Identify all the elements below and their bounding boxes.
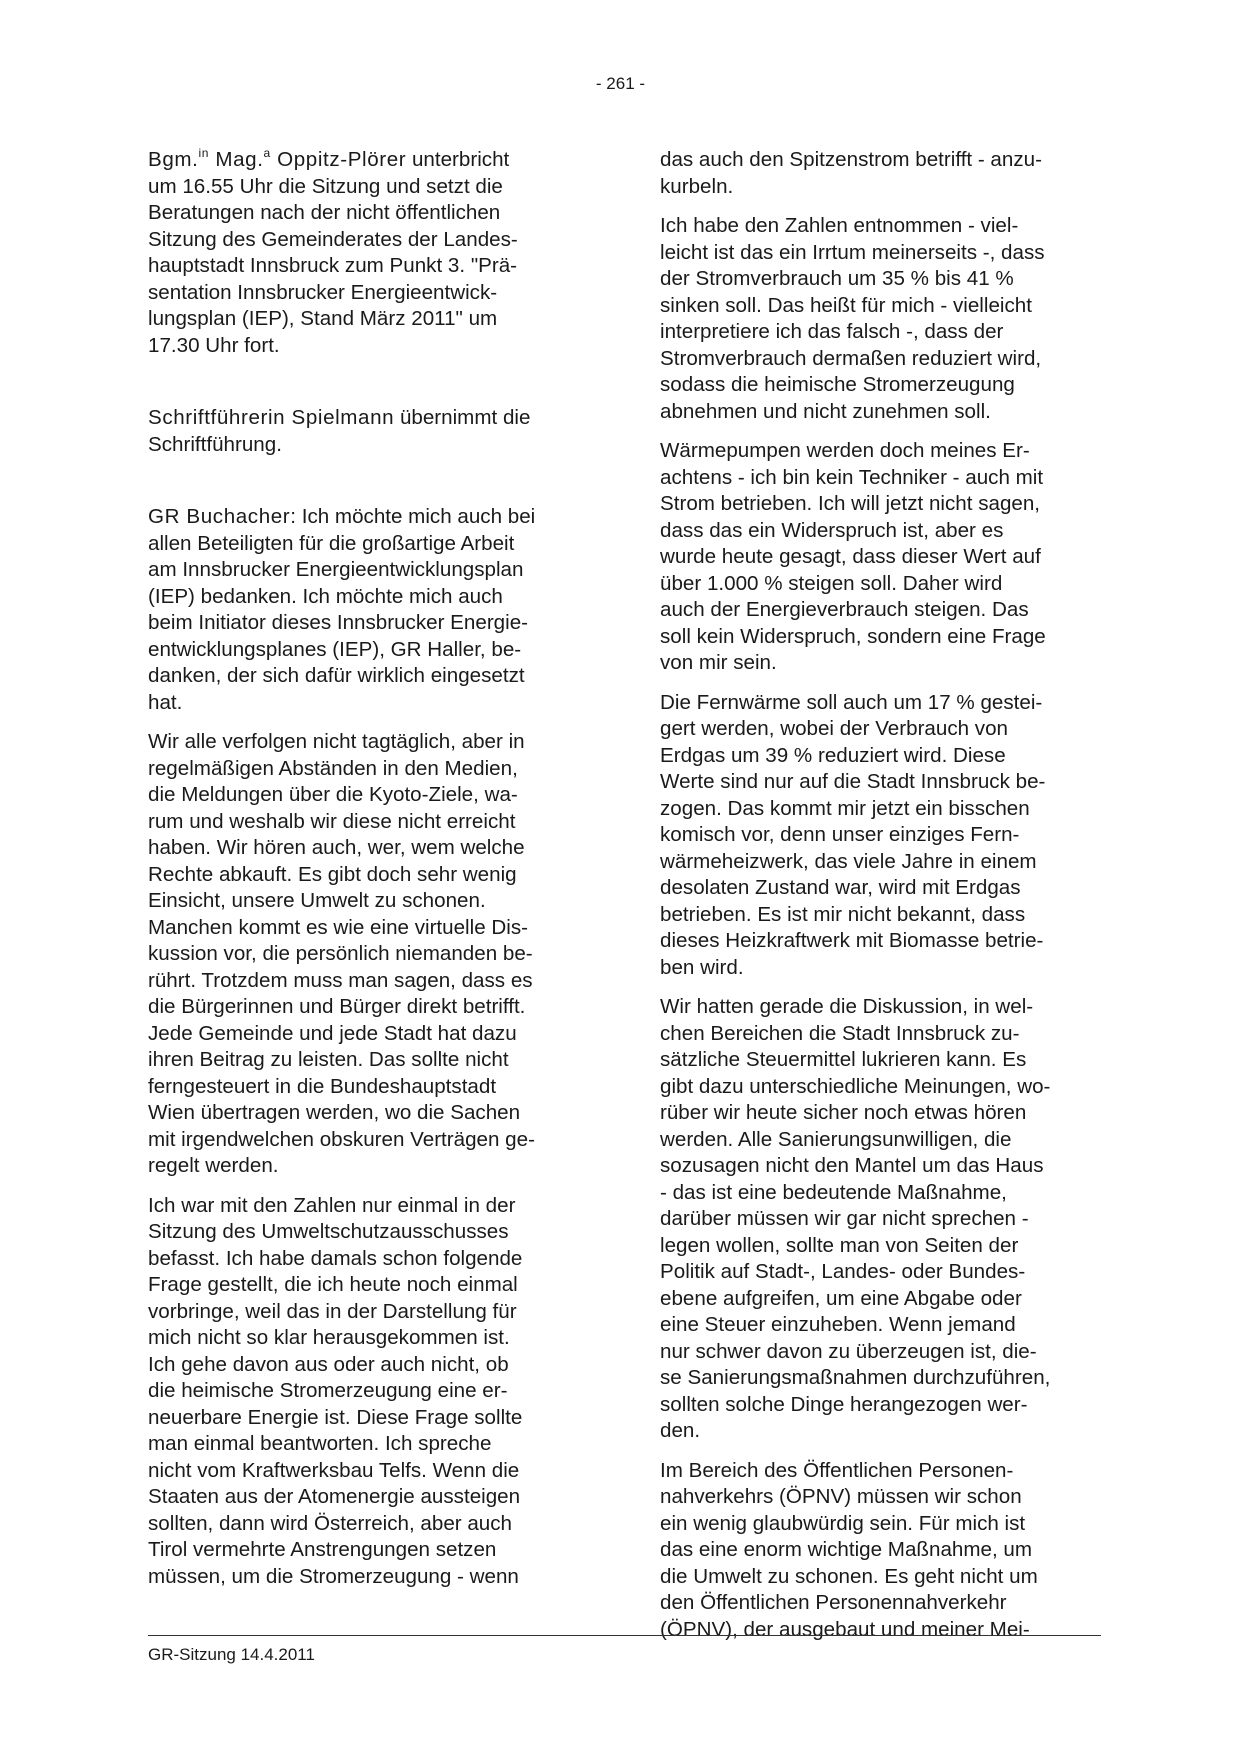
paragraph-line: befasst. Ich habe damals schon folgende bbox=[148, 1246, 523, 1270]
paragraph-line: eine Steuer einzuheben. Wenn jemand bbox=[660, 1313, 1016, 1336]
paragraph-line: sätzliche Steuermittel lukrieren kann. Es bbox=[660, 1048, 1027, 1071]
paragraph-line: achtens - ich bin kein Techniker - auch mit bbox=[660, 465, 1044, 489]
paragraph-line: über 1.000 % steigen soll. Daher wird bbox=[660, 571, 1003, 595]
paragraph-line: interpretiere ich das falsch -, dass der bbox=[660, 320, 1004, 343]
paragraph-line: (IEP) bedanken. Ich möchte mich auch bbox=[148, 584, 503, 608]
paragraph-line: von mir sein. bbox=[660, 651, 777, 674]
footer-divider bbox=[148, 1635, 1101, 1636]
footer-session-date: GR-Sitzung 14.4.2011 bbox=[148, 1645, 315, 1664]
paragraph-line: wärmeheizwerk, das viele Jahre in einem bbox=[660, 849, 1037, 873]
paragraph-line: Frage gestellt, die ich heute noch einmal bbox=[148, 1273, 518, 1296]
paragraph-line: legen wollen, sollte man von Seiten der bbox=[660, 1233, 1019, 1257]
speaker-name: Bgm.$^{in}$ Mag.$^a$ Oppitz-Plörer bbox=[148, 146, 407, 171]
paragraph-line: werden. Alle Sanierungsunwilligen, die bbox=[660, 1127, 1012, 1151]
paragraph-line: (ÖPNV), der ausgebaut und meiner Mei- bbox=[660, 1617, 1030, 1641]
paragraph-heat-pumps bbox=[660, 438, 1100, 677]
paragraph-line: sodass die heimische Stromerzeugung bbox=[660, 373, 1015, 396]
paragraph-line: sozusagen nicht den Mantel um das Haus bbox=[660, 1154, 1044, 1177]
speaker-name: Schriftführerin Spielmann bbox=[148, 406, 395, 429]
paragraph-line: sollten, dann wird Österreich, aber auch bbox=[148, 1511, 513, 1535]
left-column bbox=[148, 147, 584, 1603]
paragraph-line: müssen, um die Stromerzeugung - wenn bbox=[148, 1564, 519, 1588]
paragraph-line: Wien übertragen werden, wo die Sachen bbox=[148, 1101, 521, 1124]
paragraph-power-consumption bbox=[660, 213, 1100, 425]
paragraph-line: das eine enorm wichtige Maßnahme, um bbox=[660, 1538, 1033, 1561]
paragraph-minutes-taker bbox=[148, 405, 584, 458]
paragraph-line: die heimische Stromerzeugung eine er- bbox=[148, 1379, 508, 1402]
paragraph-line: Schriftführung. bbox=[148, 432, 282, 456]
paragraph-line: haben. Wir hören auch, wer, wem welche bbox=[148, 836, 525, 859]
paragraph-line: rum und weshalb wir diese nicht erreicht bbox=[148, 809, 516, 833]
paragraph-line: leicht ist das ein Irrtum meinerseits -, dass bbox=[660, 240, 1045, 264]
paragraph-line: GR Buchacher: Ich möchte mich auch bei bbox=[148, 505, 536, 528]
paragraph-line: ben wird. bbox=[660, 955, 744, 979]
paragraph-line: Strom betrieben. Ich will jetzt nicht sagen, bbox=[660, 492, 1041, 515]
paragraph-line: zogen. Das kommt mir jetzt ein bisschen bbox=[660, 796, 1030, 820]
paragraph-session-interruption bbox=[148, 147, 584, 359]
paragraph-line: die Umwelt zu schonen. Es geht nicht um bbox=[660, 1564, 1038, 1588]
paragraph-line: der Stromverbrauch um 35 % bis 41 % bbox=[660, 267, 1014, 290]
paragraph-buchacher-intro bbox=[148, 504, 584, 716]
speaker-name: GR Buchacher bbox=[148, 505, 291, 528]
paragraph-line: sinken soll. Das heißt für mich - vielleicht bbox=[660, 293, 1032, 317]
paragraph-line: hauptstadt Innsbruck zum Punkt 3. "Prä- bbox=[148, 254, 518, 277]
paragraph-line: Die Fernwärme soll auch um 17 % gestei- bbox=[660, 690, 1043, 714]
paragraph-line: Wir hatten gerade die Diskussion, in wel- bbox=[660, 995, 1034, 1018]
paragraph-line: Beratungen nach der nicht öffentlichen bbox=[148, 201, 501, 224]
right-column bbox=[660, 147, 1100, 1656]
paragraph-line: entwicklungsplanes (IEP), GR Haller, be- bbox=[148, 637, 522, 661]
paragraph-line: abnehmen und nicht zunehmen soll. bbox=[660, 399, 991, 423]
paragraph-line: Rechte abkauft. Es gibt doch sehr wenig bbox=[148, 862, 517, 886]
paragraph-line: 17.30 Uhr fort. bbox=[148, 333, 280, 357]
paragraph-line: mich nicht so klar herausgekommen ist. bbox=[148, 1326, 510, 1349]
paragraph-line: sentation Innsbrucker Energieentwick- bbox=[148, 280, 498, 304]
paragraph-line: um 16.55 Uhr die Sitzung und setzt die bbox=[148, 174, 503, 198]
paragraph-line: allen Beteiligten für die großartige Arbeit bbox=[148, 531, 515, 555]
paragraph-line: regelmäßigen Abständen in den Medien, bbox=[148, 756, 518, 780]
paragraph-line: Staaten aus der Atomenergie aussteigen bbox=[148, 1485, 521, 1508]
paragraph-line: auch der Energieverbrauch steigen. Das bbox=[660, 598, 1029, 621]
paragraph-line: gibt dazu unterschiedliche Meinungen, wo- bbox=[660, 1074, 1051, 1098]
paragraph-peak-power bbox=[660, 147, 1100, 200]
paragraph-line: komisch vor, denn unser einziges Fern- bbox=[660, 823, 1020, 846]
paragraph-line: ferngesteuert in die Bundeshauptstadt bbox=[148, 1074, 497, 1098]
paragraph-line: beim Initiator dieses Innsbrucker Energie- bbox=[148, 611, 529, 634]
paragraph-line: gert werden, wobei der Verbrauch von bbox=[660, 717, 1009, 740]
paragraph-line: rührt. Trotzdem muss man sagen, dass es bbox=[148, 968, 533, 992]
paragraph-line: se Sanierungsmaßnahmen durchzuführen, bbox=[660, 1366, 1051, 1389]
paragraph-line: wurde heute gesagt, dass dieser Wert auf bbox=[660, 545, 1041, 568]
paragraph-line: Ich habe den Zahlen entnommen - viel- bbox=[660, 214, 1019, 237]
paragraph-line: nahverkehrs (ÖPNV) müssen wir schon bbox=[660, 1485, 1022, 1508]
paragraph-tax-revenue bbox=[660, 994, 1100, 1445]
paragraph-line: Im Bereich des Öffentlichen Personen- bbox=[660, 1458, 1014, 1482]
paragraph-line: Politik auf Stadt-, Landes- oder Bundes- bbox=[660, 1260, 1026, 1283]
paragraph-line: dass das ein Widerspruch ist, aber es bbox=[660, 518, 1004, 542]
paragraph-line: regelt werden. bbox=[148, 1154, 279, 1177]
paragraph-line: danken, der sich dafür wirklich eingesetzt bbox=[148, 664, 525, 687]
paragraph-line: Ich war mit den Zahlen nur einmal in der bbox=[148, 1193, 516, 1217]
paragraph-line: betrieben. Es ist mir nicht bekannt, dass bbox=[660, 902, 1026, 926]
paragraph-line: Wärmepumpen werden doch meines Er- bbox=[660, 439, 1030, 462]
paragraph-line: darüber müssen wir gar nicht sprechen - bbox=[660, 1207, 1029, 1230]
paragraph-public-transport bbox=[660, 1458, 1100, 1644]
paragraph-line: ihren Beitrag zu leisten. Das sollte nicht bbox=[148, 1048, 509, 1071]
paragraph-line: kussion vor, die persönlich niemanden be- bbox=[148, 942, 533, 965]
paragraph-line: die Meldungen über die Kyoto-Ziele, wa- bbox=[148, 783, 518, 806]
paragraph-line: Ich gehe davon aus oder auch nicht, ob bbox=[148, 1352, 509, 1376]
paragraph-line: das auch den Spitzenstrom betrifft - anzu- bbox=[660, 148, 1042, 171]
paragraph-line: Stromverbrauch dermaßen reduziert wird, bbox=[660, 346, 1042, 370]
paragraph-line: Schriftführerin Spielmann übernimmt die bbox=[148, 406, 531, 429]
paragraph-line: vorbringe, weil das in der Darstellung für bbox=[148, 1299, 517, 1323]
paragraph-line: Manchen kommt es wie eine virtuelle Dis- bbox=[148, 915, 528, 939]
paragraph-district-heating bbox=[660, 690, 1100, 982]
paragraph-line: - das ist eine bedeutende Maßnahme, bbox=[660, 1180, 1007, 1204]
paragraph-line: man einmal beantworten. Ich spreche bbox=[148, 1432, 492, 1455]
paragraph-power-generation bbox=[148, 1193, 584, 1591]
paragraph-line: kurbeln. bbox=[660, 174, 734, 198]
paragraph-line: den. bbox=[660, 1419, 701, 1442]
paragraph-line: Erdgas um 39 % reduziert wird. Diese bbox=[660, 743, 1006, 767]
paragraph-line: Einsicht, unsere Umwelt zu schonen. bbox=[148, 889, 486, 912]
paragraph-kyoto bbox=[148, 729, 584, 1180]
paragraph-line: Tirol vermehrte Anstrengungen setzen bbox=[148, 1538, 497, 1561]
page-number: - 261 - bbox=[595, 74, 646, 93]
paragraph-line: desolaten Zustand war, wird mit Erdgas bbox=[660, 876, 1021, 899]
paragraph-line: soll kein Widerspruch, sondern eine Frage bbox=[660, 624, 1046, 648]
paragraph-line: nur schwer davon zu überzeugen ist, die- bbox=[660, 1339, 1037, 1363]
paragraph-line: ebene aufgreifen, um eine Abgabe oder bbox=[660, 1286, 1022, 1310]
paragraph-line: nicht vom Kraftwerksbau Telfs. Wenn die bbox=[148, 1458, 520, 1482]
paragraph-line: Jede Gemeinde und jede Stadt hat dazu bbox=[148, 1021, 517, 1045]
paragraph-line: sollten solche Dinge herangezogen wer- bbox=[660, 1392, 1028, 1416]
paragraph-line: Wir alle verfolgen nicht tagtäglich, aber in bbox=[148, 730, 525, 753]
paragraph-line: Bgm.$^{in}$ Mag.$^a$ Oppitz-Plörer unterbricht bbox=[148, 146, 510, 171]
paragraph-line: die Bürgerinnen und Bürger direkt betrifft. bbox=[148, 995, 526, 1018]
paragraph-line: Werte sind nur auf die Stadt Innsbruck be- bbox=[660, 770, 1046, 793]
paragraph-line: Sitzung des Umweltschutzausschusses bbox=[148, 1220, 509, 1243]
paragraph-line: dieses Heizkraftwerk mit Biomasse betrie- bbox=[660, 929, 1044, 952]
paragraph-line: mit irgendwelchen obskuren Verträgen ge- bbox=[148, 1127, 535, 1151]
paragraph-line: Sitzung des Gemeinderates der Landes- bbox=[148, 227, 518, 251]
paragraph-line: ein wenig glaubwürdig sein. Für mich ist bbox=[660, 1511, 1026, 1535]
paragraph-line: chen Bereichen die Stadt Innsbruck zu- bbox=[660, 1021, 1020, 1045]
paragraph-line: am Innsbrucker Energieentwicklungsplan bbox=[148, 558, 524, 581]
paragraph-line: neuerbare Energie ist. Diese Frage sollte bbox=[148, 1405, 523, 1429]
paragraph-line: rüber wir heute sicher noch etwas hören bbox=[660, 1101, 1027, 1124]
paragraph-line: lungsplan (IEP), Stand März 2011" um bbox=[148, 307, 498, 330]
paragraph-line: den Öffentlichen Personennahverkehr bbox=[660, 1591, 1007, 1614]
paragraph-line: hat. bbox=[148, 690, 183, 714]
